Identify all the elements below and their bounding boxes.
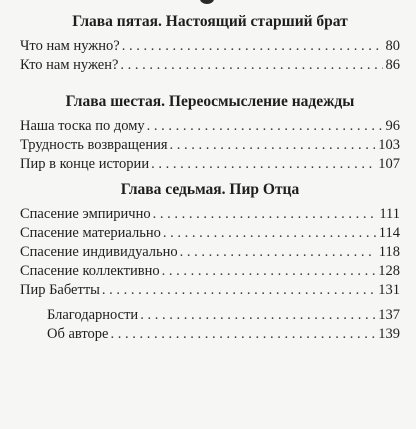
toc-entry-page: 86 [385,57,400,73]
dot-leader [147,117,383,136]
dot-leader [140,306,375,325]
toc-entry-page: 131 [378,282,400,298]
dot-leader [170,136,376,155]
chapter-title: Глава шестая. Переосмысление надежды [65,93,355,110]
toc-entry-label: Об авторе [47,326,109,342]
toc-entry-label: Спасение материально [20,225,161,241]
toc-list [0,117,416,174]
toc-entry[interactable] [20,136,400,155]
toc-entry[interactable] [20,262,400,281]
back-matter [0,300,416,344]
dot-leader [163,224,376,243]
toc-entry-page: 128 [378,263,400,279]
toc-entry-page: 111 [379,206,400,222]
toc-entry-label: Спасение коллективно [20,263,160,279]
toc-entry[interactable] [20,117,400,136]
page-top-mark [200,0,214,4]
chapter-5 [0,12,416,75]
dot-leader [122,37,383,56]
chapter-title: Глава пятая. Настоящий старший брат [72,13,348,30]
chapter-6 [0,92,416,174]
toc-entry[interactable] [20,281,400,300]
toc-list [0,306,416,344]
toc-entry-label: Что нам нужно? [20,38,120,54]
toc-list [0,205,416,300]
toc-entry[interactable] [20,205,400,224]
toc-entry-page: 80 [385,38,400,54]
dot-leader [120,56,382,75]
toc-entry-page: 118 [378,244,400,260]
toc-entry-page: 96 [385,118,400,134]
toc-entry-page: 139 [378,326,400,342]
toc-entry-page: 137 [378,307,400,323]
dot-leader [110,325,375,344]
toc-entry[interactable] [20,224,400,243]
toc-entry-label: Спасение индивидуально [20,244,178,260]
dot-leader [162,262,376,281]
dot-leader [102,281,375,300]
toc-entry-label: Кто нам нужен? [20,57,119,73]
toc-entry[interactable] [20,37,400,56]
toc-entry[interactable] [47,306,400,325]
toc-entry[interactable] [47,325,400,344]
toc-entry-label: Трудность возвращения [20,137,168,153]
toc-entry-label: Спасение эмпирично [20,206,151,222]
toc-list [0,37,416,75]
dot-leader [180,243,376,262]
toc-entry-label: Пир Бабетты [20,282,100,298]
toc-entry-label: Наша тоска по дому [20,118,145,134]
toc-entry-label: Пир в конце истории [20,156,150,172]
chapter-7 [0,180,416,300]
toc-entry[interactable] [20,155,400,174]
toc-entry[interactable] [20,56,400,75]
toc-entry-page: 114 [378,225,400,241]
toc-entry-label: Благодарности [47,307,139,323]
dot-leader [151,155,375,174]
dot-leader [153,205,377,224]
toc-entry[interactable] [20,243,400,262]
toc-entry-page: 107 [378,156,400,172]
toc-entry-page: 103 [378,137,400,153]
chapter-title: Глава седьмая. Пир Отца [120,181,300,198]
